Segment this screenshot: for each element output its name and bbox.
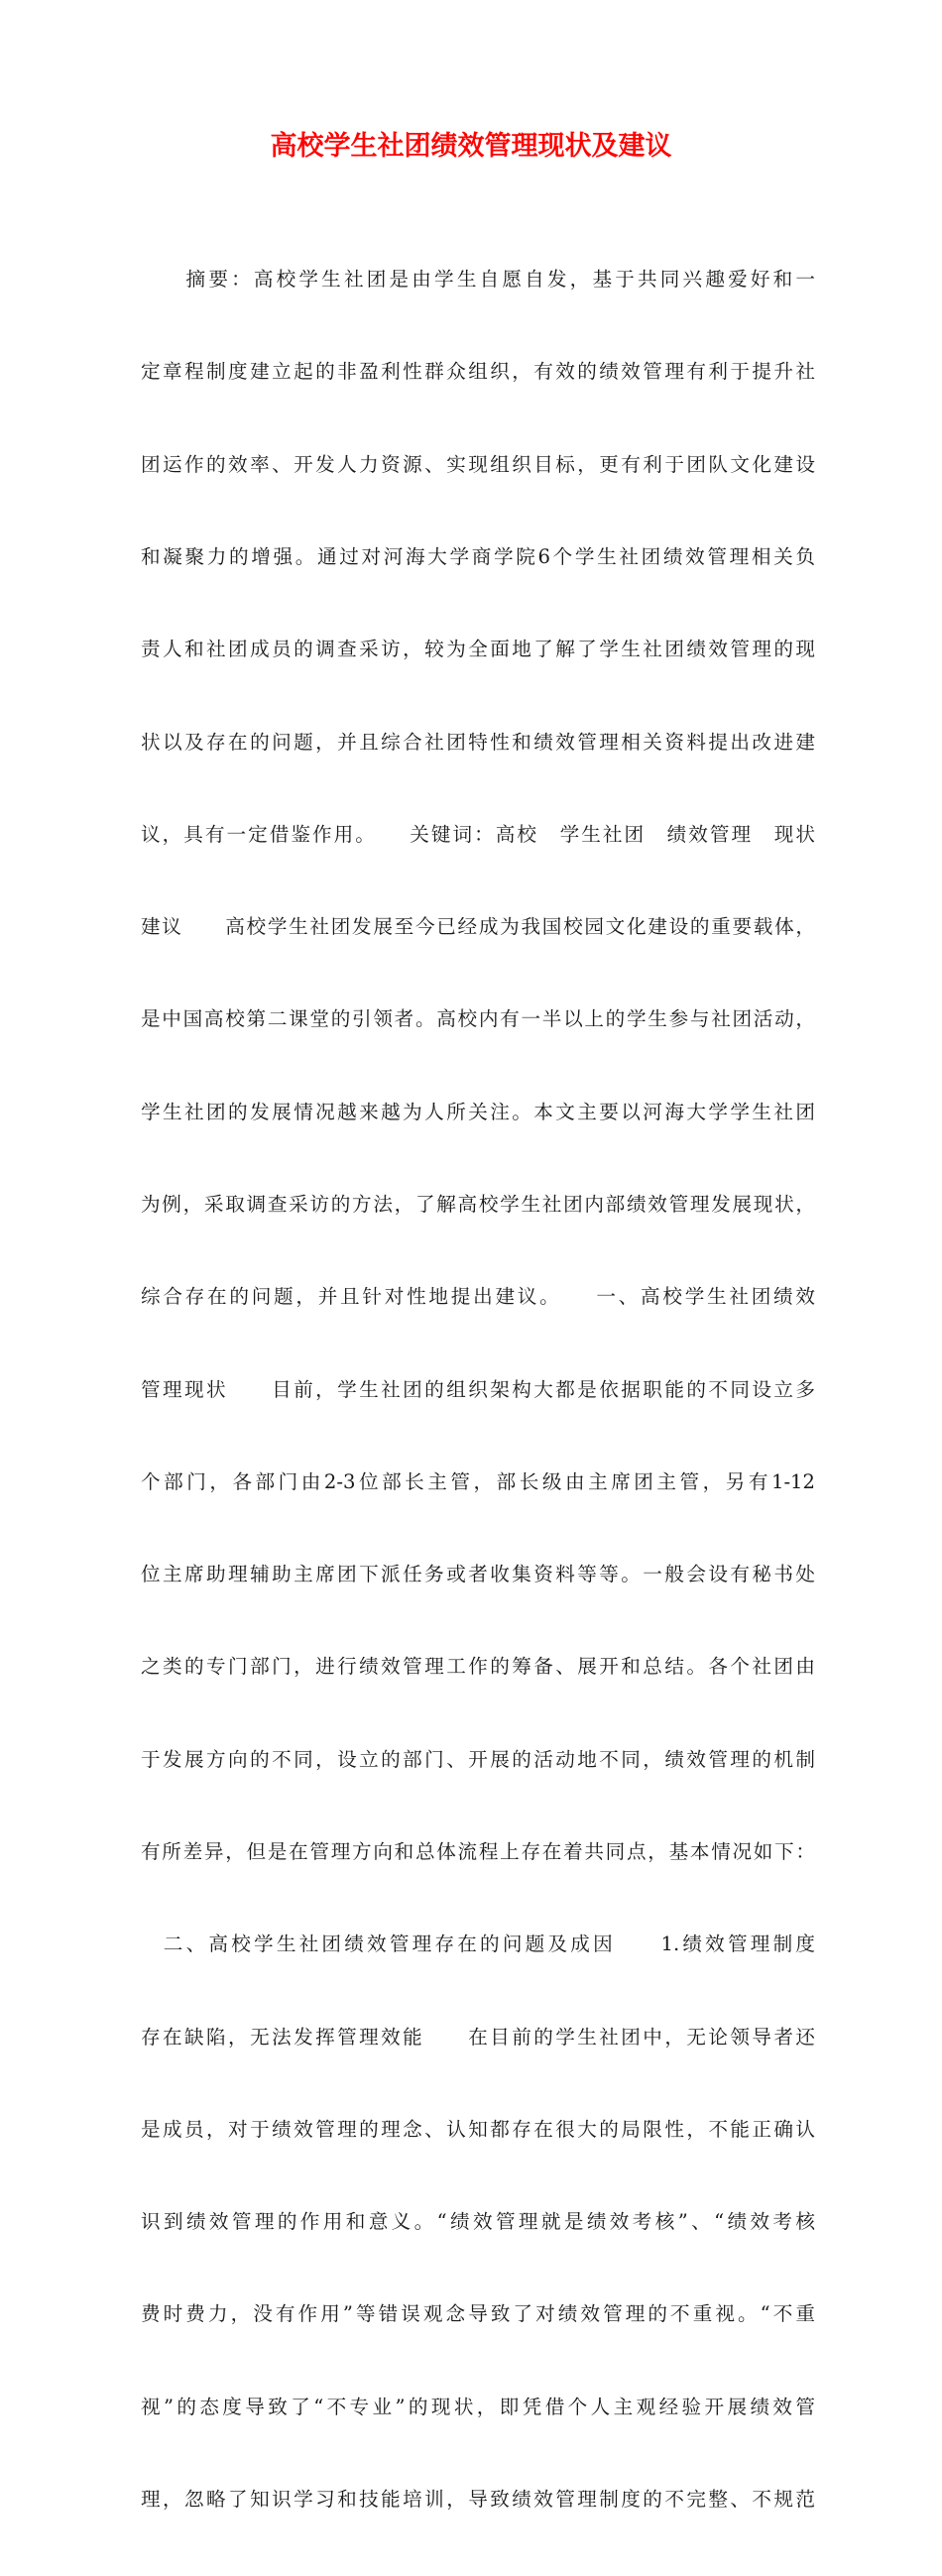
body-line: 于发展方向的不同，设立的部门、开展的活动地不同，绩效管理的机制 (141, 1747, 815, 1771)
body-line: 为例，采取调查采访的方法，了解高校学生社团内部绩效管理发展现状， (141, 1193, 815, 1216)
body-line: 定章程制度建立起的非盈利性群众组织，有效的绩效管理有利于提升社 (141, 360, 815, 384)
body-line: 之类的专门部门，进行绩效管理工作的筹备、展开和总结。各个社团由 (141, 1655, 815, 1679)
document-body (141, 202, 815, 2576)
body-line: 状以及存在的问题，并且综合社团特性和绩效管理相关资料提出改进建 (141, 730, 815, 754)
body-line: 团运作的效率、开发人力资源、实现组织目标，更有利于团队文化建设 (141, 452, 815, 476)
body-line: 视”的态度导致了“不专业”的现状，即凭借个人主观经验开展绩效管 (141, 2395, 815, 2418)
body-line: 二、高校学生社团绩效管理存在的问题及成因 1.绩效管理制度 (141, 1932, 815, 1956)
body-line: 是成员，对于绩效管理的理念、认知都存在很大的局限性，不能正确认 (141, 2117, 815, 2141)
body-line: 费时费力，没有作用”等错误观念导致了对绩效管理的不重视。“不重 (141, 2302, 815, 2326)
body-line: 责人和社团成员的调查采访，较为全面地了解了学生社团绩效管理的现 (141, 638, 815, 661)
body-line: 识到绩效管理的作用和意义。“绩效管理就是绩效考核”、“绩效考核 (141, 2210, 815, 2234)
body-line: 议，具有一定借鉴作用。 关键词：高校 学生社团 绩效管理 现状 (141, 822, 815, 846)
body-line: 管理现状 目前，学生社团的组织架构大都是依据职能的不同设立多 (141, 1377, 815, 1401)
body-line: 是中国高校第二课堂的引领者。高校内有一半以上的学生参与社团活动， (141, 1007, 815, 1031)
body-line: 摘要：高校学生社团是由学生自愿自发，基于共同兴趣爱好和一 (141, 268, 815, 292)
document-title: 高校学生社团绩效管理现状及建议 (270, 131, 672, 162)
body-line: 综合存在的问题，并且针对性地提出建议。 一、高校学生社团绩效 (141, 1285, 815, 1309)
body-line: 建议 高校学生社团发展至今已经成为我国校园文化建设的重要载体， (141, 915, 815, 939)
body-line: 个部门，各部门由2-3位部长主管，部长级由主席团主管，另有1-12 (141, 1469, 815, 1493)
body-line: 理，忽略了知识学习和技能培训，导致绩效管理制度的不完整、不规范 (141, 2487, 815, 2511)
body-line: 学生社团的发展情况越来越为人所关注。本文主要以河海大学学生社团 (141, 1100, 815, 1123)
body-line: 和凝聚力的增强。通过对河海大学商学院6个学生社团绩效管理相关负 (141, 545, 815, 569)
body-line: 存在缺陷，无法发挥管理效能 在目前的学生社团中，无论领导者还 (141, 2025, 815, 2049)
body-line: 有所差异，但是在管理方向和总体流程上存在着共同点，基本情况如下： (141, 1839, 815, 1863)
body-line: 位主席助理辅助主席团下派任务或者收集资料等等。一般会设有秘书处 (141, 1563, 815, 1586)
